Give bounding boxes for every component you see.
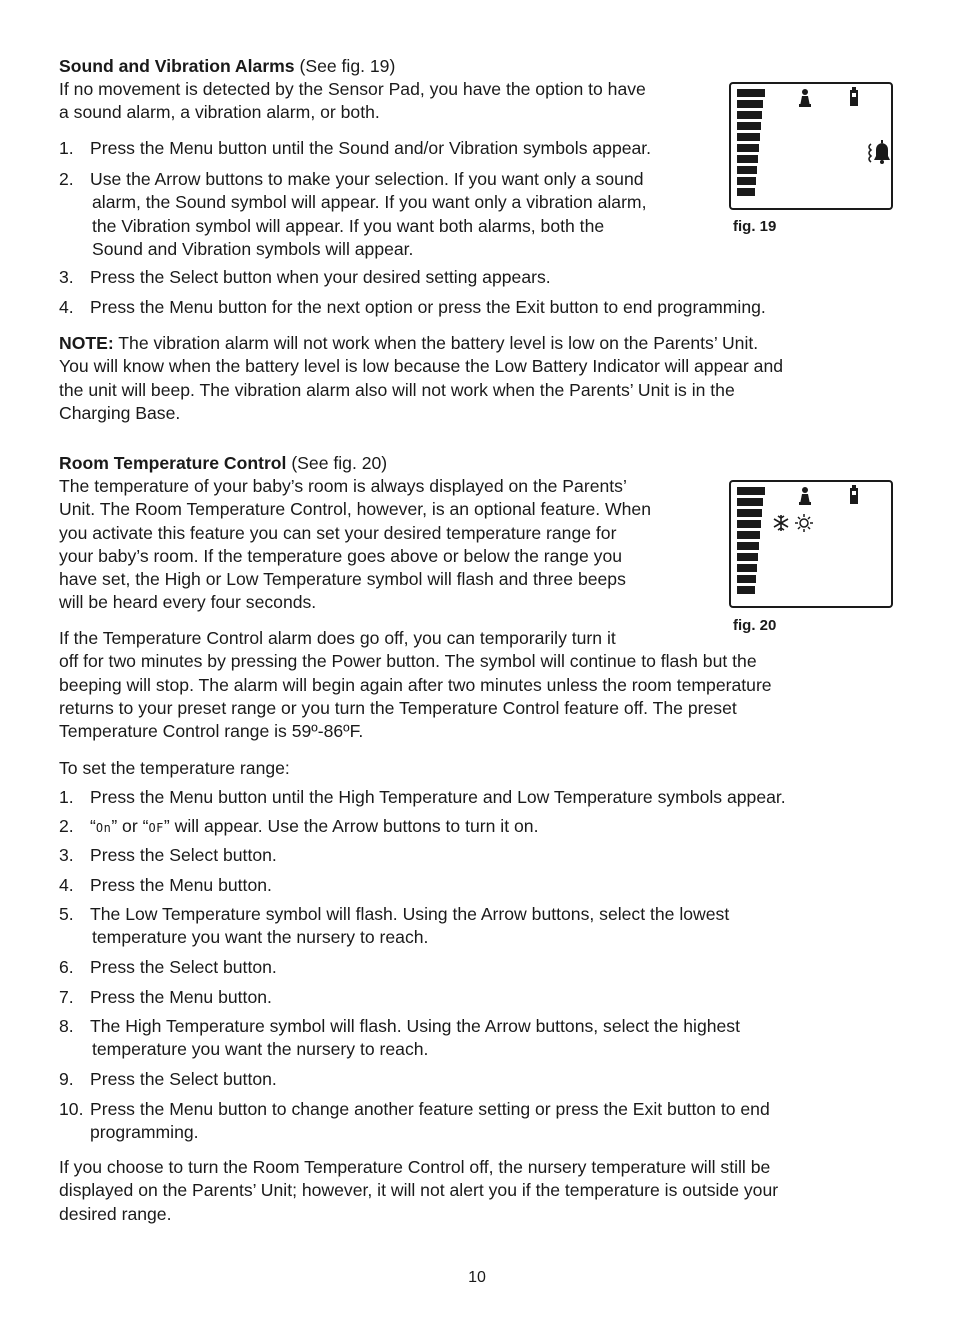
section2-intro xyxy=(59,475,651,615)
intro-line: have set, the High or Low Temperature symbol will flash and three beeps xyxy=(59,569,626,590)
signal-bars-icon xyxy=(737,89,765,196)
step-number: 7. xyxy=(59,987,74,1007)
section1-step-3 xyxy=(59,266,551,289)
step-text: programming. xyxy=(90,1122,199,1143)
section2-set-intro: To set the temperature range: xyxy=(59,758,290,778)
section1-note xyxy=(59,332,783,425)
section2-step-2 xyxy=(59,815,538,840)
step-text: Press the Menu button. xyxy=(90,875,272,895)
battery-icon xyxy=(850,87,858,106)
step-text: Press the Menu button. xyxy=(90,987,272,1007)
lcd-off-glyph: OF xyxy=(148,821,164,835)
battery-icon xyxy=(850,485,858,504)
closing-line: If you choose to turn the Room Temperature Control off, the nursery temperature will still be xyxy=(59,1157,771,1177)
signal-bars-icon xyxy=(737,487,765,594)
step-number: 1. xyxy=(59,138,74,158)
step-text: Press the Menu button until the High Temperature and Low Temperature symbols appear. xyxy=(90,787,786,807)
step-text: alarm, the Sound symbol will appear. If you want only a vibration alarm, xyxy=(92,192,647,213)
section2-step-9 xyxy=(59,1068,277,1091)
step-text: Press the Select button. xyxy=(90,957,277,977)
note-text: Charging Base. xyxy=(59,402,181,423)
step-number: 3. xyxy=(59,267,74,287)
step-text: the Vibration symbol will appear. If you want both alarms, both the xyxy=(92,215,605,236)
step-text: Sound and Vibration symbols will appear. xyxy=(92,238,414,259)
lcd-display-fig19 xyxy=(729,82,893,210)
section1-step-1 xyxy=(59,137,651,160)
section2-step-10 xyxy=(59,1098,770,1145)
alarm-line: If the Temperature Control alarm does go off, you can temporarily turn it xyxy=(59,628,616,648)
step-number: 2. xyxy=(59,816,74,836)
step-number: 5. xyxy=(59,904,74,924)
quote-close: ” will appear. Use the Arrow buttons to turn it on. xyxy=(163,816,539,836)
step-number: 3. xyxy=(59,845,74,865)
section2-alarm-paragraph xyxy=(59,627,772,743)
step-number: 10. xyxy=(59,1099,84,1119)
intro-line: Unit. The Room Temperature Control, however, is an optional feature. When xyxy=(59,499,651,520)
alarm-line: returns to your preset range or you turn the Temperature Control feature off. The preset xyxy=(59,697,737,718)
alarm-line: beeping will stop. The alarm will begin again after two minutes unless the room temperature xyxy=(59,674,772,695)
lcd-display-fig20 xyxy=(729,480,893,608)
section1-intro-line-1: If no movement is detected by the Sensor Pad, you have the option to have xyxy=(59,79,646,99)
vibration-icon xyxy=(869,144,871,162)
step-text xyxy=(59,815,538,840)
step-number: 9. xyxy=(59,1069,74,1089)
step-text: Press the Select button when your desired setting appears. xyxy=(90,267,551,287)
step-text: Press the Menu button to change another feature setting or press the Exit button to end xyxy=(90,1099,770,1119)
step-number: 2. xyxy=(59,169,74,189)
step-text: Press the Select button. xyxy=(90,1069,277,1089)
person-icon xyxy=(799,487,811,505)
section2-heading-title: Room Temperature Control xyxy=(59,453,287,473)
step-number: 6. xyxy=(59,957,74,977)
fig20-caption: fig. 20 xyxy=(733,617,777,634)
section2-closing xyxy=(59,1156,778,1226)
intro-line: your baby’s room. If the temperature goes above or below the range you xyxy=(59,545,623,566)
quote-mid: ” or “ xyxy=(111,816,149,836)
section2-step-5 xyxy=(59,903,729,950)
intro-line: will be heard every four seconds. xyxy=(59,592,317,613)
section2-step-1 xyxy=(59,786,786,809)
note-text: the unit will beep. The vibration alarm also will not work when the Parents’ Unit is in the xyxy=(59,379,735,400)
section2-step-4 xyxy=(59,874,272,897)
step-text: temperature you want the nursery to reach. xyxy=(92,1039,429,1060)
note-text: The vibration alarm will not work when the battery level is low on the Parents’ Unit. xyxy=(113,333,759,353)
sun-icon xyxy=(795,514,813,532)
section2-step-3 xyxy=(59,844,277,867)
section1-heading xyxy=(59,55,395,78)
step-number: 4. xyxy=(59,297,74,317)
section1-heading-ref: (See fig. 19) xyxy=(294,56,396,76)
step-text: Press the Menu button until the Sound and/or Vibration symbols appear. xyxy=(90,138,652,158)
section2-heading-ref: (See fig. 20) xyxy=(286,453,388,473)
note-text: You will know when the battery level is low because the Low Battery Indicator will appear and xyxy=(59,356,784,377)
step-number: 8. xyxy=(59,1016,74,1036)
section2-heading xyxy=(59,452,387,475)
section1-intro-line-2: a sound alarm, a vibration alarm, or both. xyxy=(59,102,380,122)
closing-line: desired range. xyxy=(59,1203,172,1224)
section2-step-6 xyxy=(59,956,277,979)
step-text: Press the Menu button for the next option or press the Exit button to end programming. xyxy=(90,297,766,317)
note-label: NOTE: xyxy=(59,333,114,353)
intro-line: The temperature of your baby’s room is always displayed on the Parents’ xyxy=(59,476,627,496)
step-text: The High Temperature symbol will flash. Using the Arrow buttons, select the highest xyxy=(90,1016,740,1036)
step-text: Press the Select button. xyxy=(90,845,277,865)
step-text: temperature you want the nursery to reach. xyxy=(92,927,429,948)
intro-line: you activate this feature you can set your desired temperature range for xyxy=(59,522,617,543)
section1-step-2 xyxy=(59,168,646,261)
bell-icon xyxy=(874,140,890,164)
section2-step-7 xyxy=(59,986,272,1009)
step-number: 4. xyxy=(59,875,74,895)
snowflake-icon xyxy=(774,515,788,531)
quote-open: “ xyxy=(90,816,96,836)
section1-step-4 xyxy=(59,296,766,319)
fig19-caption: fig. 19 xyxy=(733,218,777,235)
step-text: The Low Temperature symbol will flash. Using the Arrow buttons, select the lowest xyxy=(90,904,730,924)
section2-step-8 xyxy=(59,1015,740,1062)
alarm-line: Temperature Control range is 59º-86ºF. xyxy=(59,721,364,742)
step-number: 1. xyxy=(59,787,74,807)
person-icon xyxy=(799,89,811,107)
page-number: 10 xyxy=(468,1269,486,1286)
closing-line: displayed on the Parents’ Unit; however, it will not alert you if the temperature is outside your xyxy=(59,1180,779,1201)
lcd-on-glyph: On xyxy=(95,821,112,835)
alarm-line: off for two minutes by pressing the Power button. The symbol will continue to flash but the xyxy=(59,651,757,672)
section1-heading-title: Sound and Vibration Alarms xyxy=(59,56,295,76)
step-text: Use the Arrow buttons to make your selection. If you want only a sound xyxy=(90,169,644,189)
